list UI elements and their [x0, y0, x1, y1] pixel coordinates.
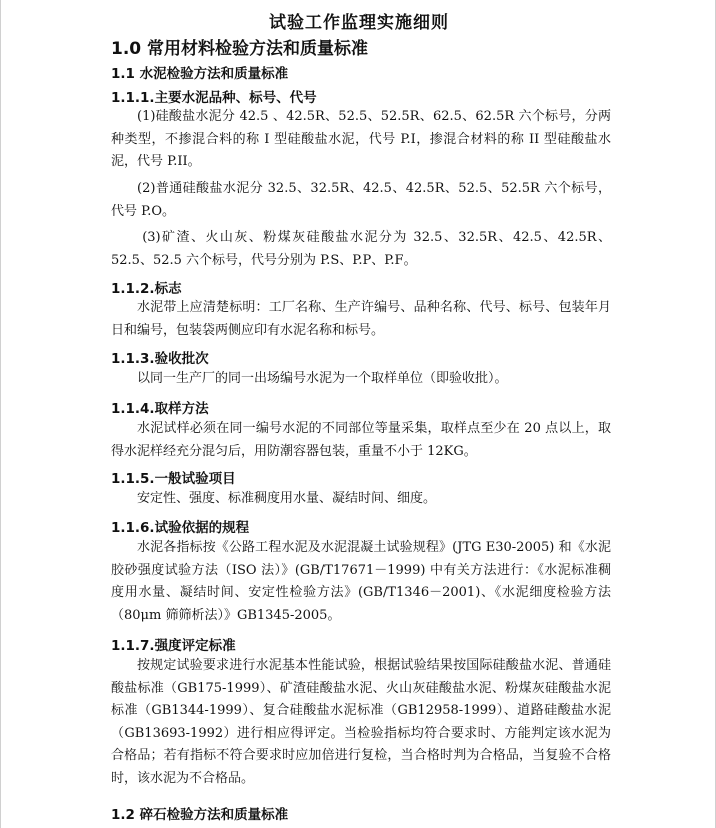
paragraph-cement-type-3: (3)矿渣、火山灰、粉煤灰硅酸盐水泥分为 32.5、32.5R、42.5、42.5R、52.5、52.5 六个标号，代号分别为 P.S、P.P、P.F。 — [111, 230, 611, 268]
section-heading-1-0: 1.0 常用材料检验方法和质量标准 — [111, 39, 369, 59]
section-heading-1-1-6: 1.1.6.试验依据的规程 — [111, 520, 250, 536]
section-heading-1-1-5: 1.1.5.一般试验项目 — [111, 471, 236, 487]
section-heading-1-1: 1.1 水泥检验方法和质量标准 — [111, 66, 289, 82]
document-title: 试验工作监理实施细则 — [269, 13, 449, 33]
paragraph-test-standards: 水泥各指标按《公路工程水泥及水泥混凝土试验规程》(JTG E30-2005) 和《水泥胶砂强度试验方法（ISO 法）》(GB/T17671－1999) 中有关方法进行：《水泥标准稠度用水量、凝结时间、安定性检验方法》(GB/T1346－2001)、《水泥细度检验方法（80μm 筛筛析法）》GB1345-2005。 — [111, 540, 611, 623]
paragraph-acceptance-batch: 以同一生产厂的同一出场编号水泥为一个取样单位（即验收批）。 — [137, 371, 508, 386]
section-heading-1-1-7: 1.1.7.强度评定标准 — [111, 638, 236, 654]
section-heading-1-1-3: 1.1.3.验收批次 — [111, 351, 209, 367]
paragraph-cement-type-2: (2)普通硅酸盐水泥分 32.5、32.5R、42.5、42.5R、52.5、52.5R 六个标号，代号 P.O。 — [111, 181, 611, 219]
section-heading-1-1-4: 1.1.4.取样方法 — [111, 401, 209, 417]
paragraph-marking: 水泥带上应清楚标明：工厂名称、生产许编号、品种名称、代号、标号、包装年月日和编号，包装袋两侧应印有水泥名称和标号。 — [111, 300, 611, 338]
paragraph-sampling-method: 水泥试样必须在同一编号水泥的不同部位等量采集，取样点至少在 20 点以上，取得水泥样经充分混匀后，用防潮容器包装，重量不小于 12KG。 — [111, 421, 611, 459]
paragraph-strength-evaluation: 按规定试验要求进行水泥基本性能试验，根据试验结果按国际硅酸盐水泥、普通硅酸盐标准（GB175-1999）、矿渣硅酸盐水泥、火山灰硅酸盐水泥、粉煤灰硅酸盐水泥标准（GB1344-1999）、复合硅酸盐水泥标准（GB12958-1999）、道路硅酸盐水泥（GB13693-1992）进行相应得评定。当检验指标均符合要求时、方能判定该水泥为合格品；若有指标不符合要求时应加倍进行复检，当合格时判为合格品，当复验不合格时，该水泥为不合格品。 — [111, 658, 611, 786]
section-heading-1-2: 1.2 碎石检验方法和质量标准 — [111, 807, 289, 823]
paragraph-cement-type-1: (1)硅酸盐水泥分 42.5 、42.5R、52.5、52.5R、62.5、62.5R 六个标号，分两种类型，不掺混合料的称 I 型硅酸盐水泥，代号 P.I，掺混合材料的称 II 型硅酸盐水泥，代号 P.II。 — [111, 109, 611, 170]
section-heading-1-1-1: 1.1.1.主要水泥品种、标号、代号 — [111, 90, 317, 106]
paragraph-test-items: 安定性、强度、标准稠度用水量、凝结时间、细度。 — [137, 491, 437, 506]
section-heading-1-1-2: 1.1.2.标志 — [111, 281, 182, 297]
